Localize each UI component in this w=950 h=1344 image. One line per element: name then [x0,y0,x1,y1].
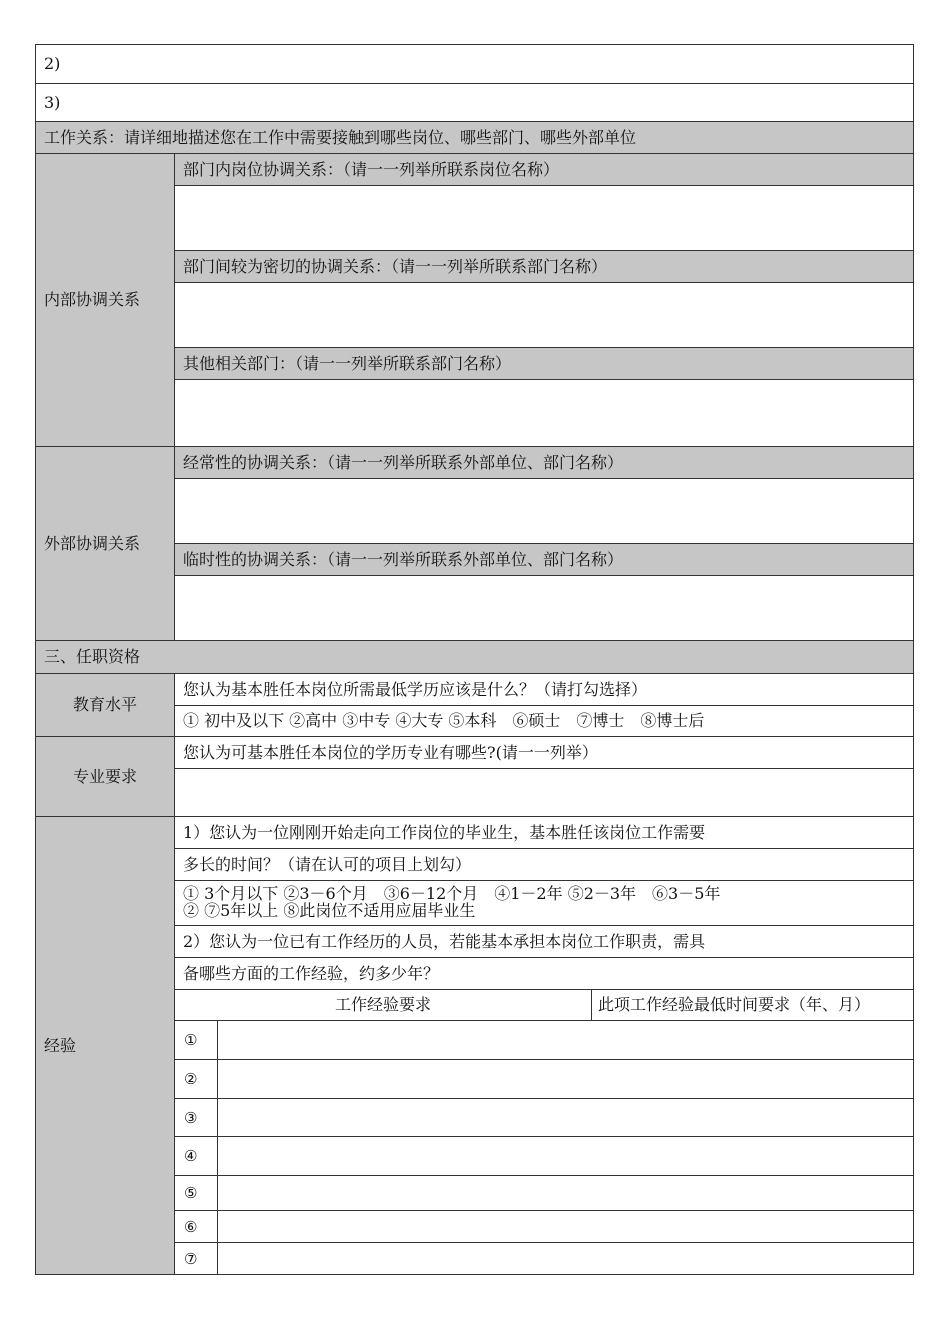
experience-item-number: ③ [174,1098,218,1137]
col-header-requirement: 工作经验要求 [174,989,592,1021]
job-analysis-form-table [36,45,914,1276]
other-depts-input[interactable] [174,379,914,447]
experience-item-input[interactable] [217,1210,914,1243]
experience-q2-line2: 备哪些方面的工作经验，约多少年？ [174,957,914,990]
regular-coordination-heading: 经常性的协调关系：（请一一列举所联系外部单位、部门名称） [174,446,914,479]
experience-item-number: ⑦ [174,1242,218,1275]
experience-q1-options-line2: ② ⑦5年以上 ⑧此岗位不适用应届毕业生 [183,901,476,920]
section-3-heading: 三、任职资格 [35,640,914,674]
row-item-2-label: 2) [44,54,61,74]
experience-label: 经验 [35,816,175,1275]
major-label: 专业要求 [35,736,175,817]
external-coordination-label: 外部协调关系 [35,446,175,641]
experience-item-number: ⑥ [174,1210,218,1243]
experience-q1-options[interactable] [174,880,914,926]
experience-item-number: ④ [174,1136,218,1176]
experience-q2-line1: 2）您认为一位已有工作经历的人员，若能基本承担本岗位工作职责，需具 [174,925,914,958]
major-question: 您认为可基本胜任本岗位的学历专业有哪些?(请一一列举） [174,736,914,769]
education-question: 您认为基本胜任本岗位所需最低学历应该是什么？（请打勾选择） [174,673,914,706]
experience-item-input[interactable] [217,1136,914,1176]
experience-q1-line2: 多长的时间？（请在认可的项目上划勾） [174,848,914,881]
experience-q1-line1: 1）您认为一位刚刚开始走向工作岗位的毕业生，基本胜任该岗位工作需要 [174,816,914,849]
experience-item-input[interactable] [217,1059,914,1099]
inter-dept-heading: 部门间较为密切的协调关系：（请一一列举所联系部门名称） [174,250,914,283]
row-item-2[interactable] [35,44,914,84]
experience-item-input[interactable] [217,1098,914,1137]
experience-item-input[interactable] [217,1020,914,1060]
experience-item-input[interactable] [217,1242,914,1275]
experience-item-number: ① [174,1020,218,1060]
other-depts-heading: 其他相关部门：（请一一列举所联系部门名称） [174,347,914,380]
temporary-coordination-heading: 临时性的协调关系：（请一一列举所联系外部单位、部门名称） [174,543,914,576]
inter-dept-input[interactable] [174,282,914,348]
education-options[interactable]: ① 初中及以下 ②高中 ③中专 ④大专 ⑤本科 ⑥硕士 ⑦博士 ⑧博士后 [174,705,914,737]
major-input[interactable] [174,768,914,817]
experience-item-number: ⑤ [174,1175,218,1211]
temporary-coordination-input[interactable] [174,575,914,641]
col-header-min-time: 此项工作经验最低时间要求（年、月） [591,989,914,1021]
work-relations-heading: 工作关系：请详细地描述您在工作中需要接触到哪些岗位、哪些部门、哪些外部单位 [35,121,914,154]
row-item-3-label: 3) [44,92,61,112]
regular-coordination-input[interactable] [174,478,914,544]
education-label: 教育水平 [35,673,175,737]
experience-q1-options-line1: ① 3个月以下 ②3－6个月 ③6－12个月 ④1－2年 ⑤2－3年 ⑥3－5年 [183,884,721,904]
dept-positions-heading: 部门内岗位协调关系：（请一一列举所联系岗位名称） [174,153,914,186]
row-item-3[interactable] [35,83,914,122]
experience-item-input[interactable] [217,1175,914,1211]
internal-coordination-label: 内部协调关系 [35,153,175,447]
experience-item-number: ② [174,1059,218,1099]
dept-positions-input[interactable] [174,185,914,251]
